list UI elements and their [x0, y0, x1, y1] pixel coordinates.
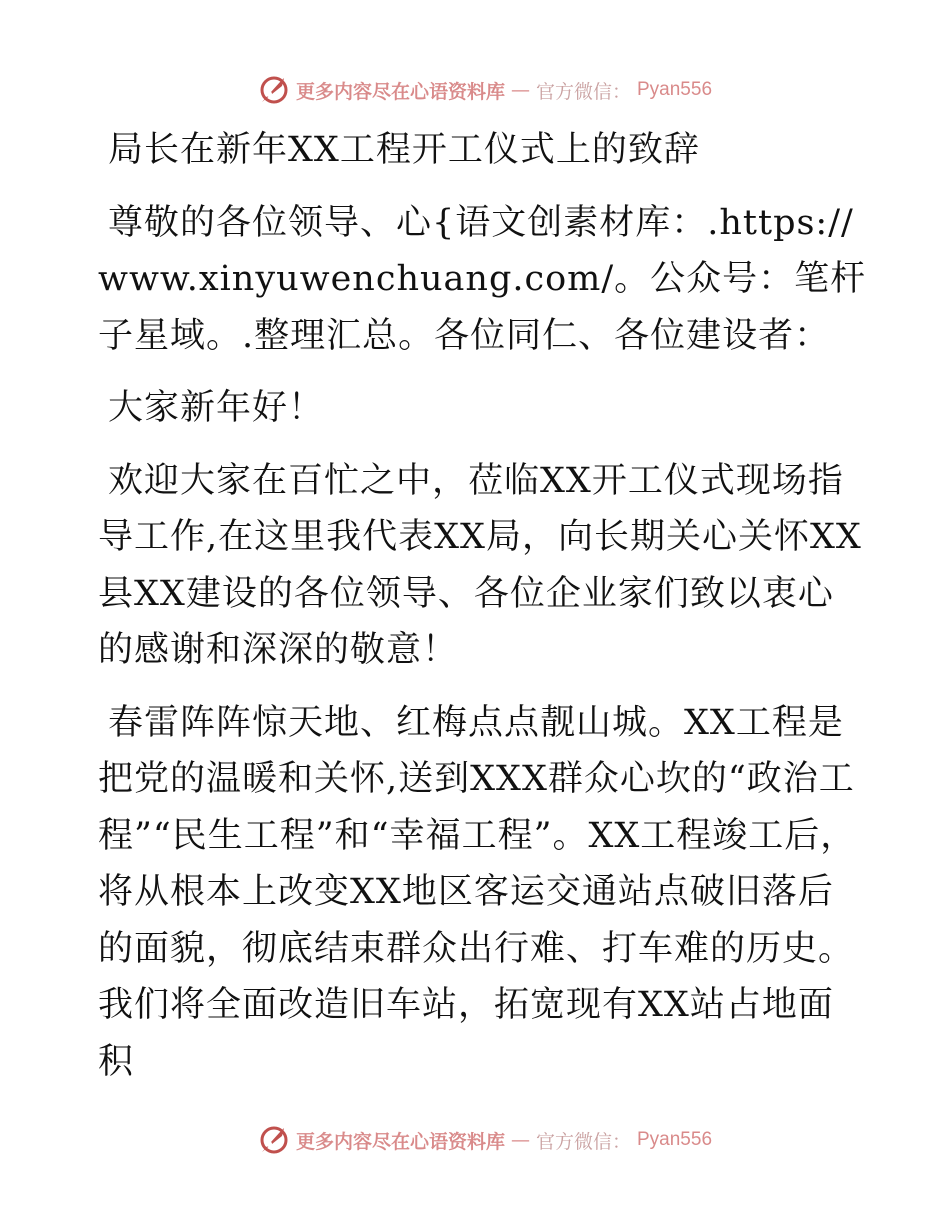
watermark-wechat-id: Pyan556: [637, 79, 713, 100]
paragraph-welcome: 欢迎大家在百忙之中，莅临XX开工仪式现场指导工作,在这里我代表XX局，向长期关心关怀XX县XX建设的各位领导、各位企业家们致以衷心的感谢和深深的敬意！: [98, 460, 862, 670]
quill-logo-icon: [258, 1124, 290, 1156]
document-body: [98, 122, 868, 1106]
document-title: 局长在新年XX工程开工仪式上的致辞: [108, 130, 700, 170]
quill-logo-icon: [258, 74, 290, 106]
watermark-separator: —: [510, 79, 530, 101]
watermark-wechat-id: Pyan556: [637, 1129, 713, 1150]
paragraph-project: 春雷阵阵惊天地、红梅点点靓山城。XX工程是把党的温暖和关怀,送到XXX群众心坎的“政治工程”“民生工程”和“幸福工程”。XX工程竣工后，将从根本上改变XX地区客运交通站点破旧落后的面貌，彻底结束群众出行难、打车难的历史。我们将全面改造旧车站，拓宽现有XX站占地面积: [98, 702, 857, 1082]
paragraph-greeting: 大家新年好！: [108, 388, 325, 428]
header-watermark: [0, 70, 950, 110]
watermark-wechat-label: 官方微信：: [535, 1130, 631, 1153]
watermark-text: 更多内容尽在心语资料库: [295, 80, 505, 103]
paragraph-salutation: 尊敬的各位领导、心{语文创素材库：.https://www.xinyuwenchuang.com/。公众号：笔杆子星域。.整理汇总。各位同仁、各位建设者：: [98, 202, 867, 356]
watermark-wechat-label: 官方微信：: [535, 80, 631, 103]
watermark-text: 更多内容尽在心语资料库: [295, 1130, 505, 1153]
watermark-separator: —: [510, 1129, 530, 1151]
footer-watermark: [0, 1120, 950, 1160]
